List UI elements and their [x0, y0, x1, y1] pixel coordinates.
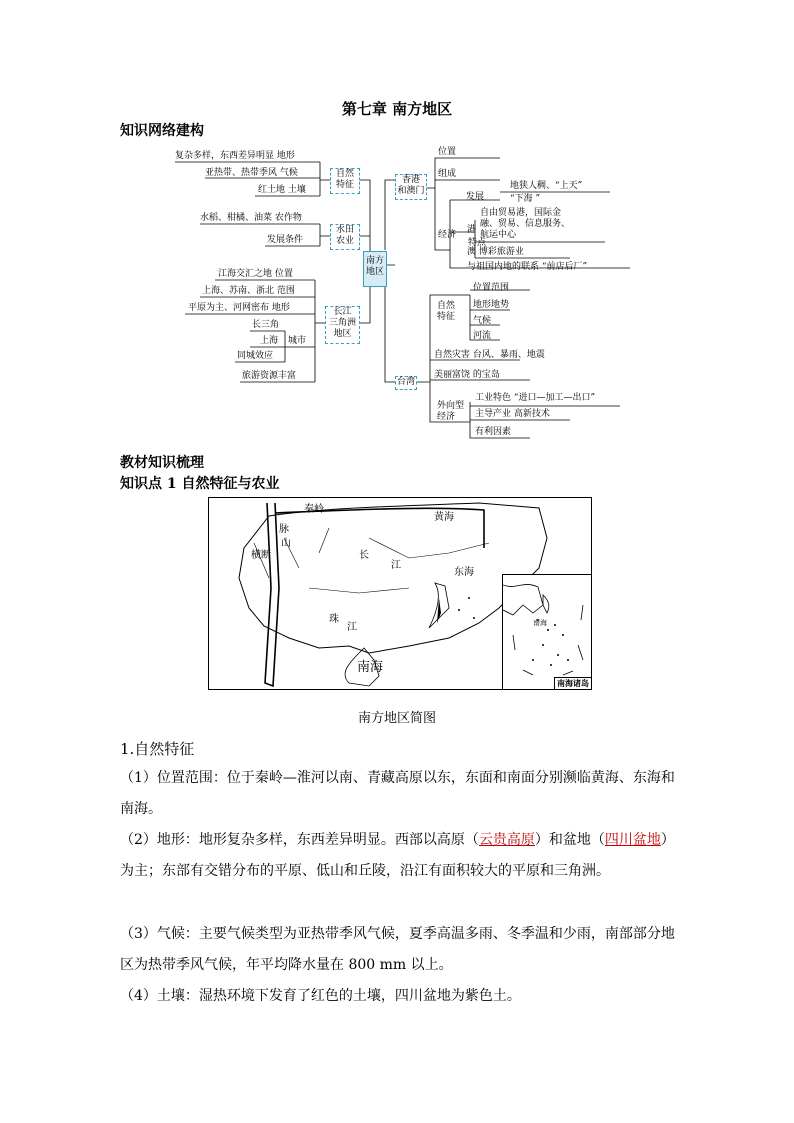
- mm-center-node: 南方 地区: [363, 251, 387, 287]
- section-heading-network: 知识网络建构: [120, 123, 204, 139]
- mm-yrd-city: 城市: [288, 336, 307, 346]
- mm-box-yrd: 长江 三角洲 地区: [325, 306, 360, 344]
- map-label-donghai: 东海: [454, 567, 474, 578]
- inset-title: 南海诸岛: [554, 677, 591, 689]
- paragraph-location: （1）位置范围：位于秦岭—淮河以南、青藏高原以东，东面和南面分别濒临黄海、东海和南海。: [120, 770, 675, 817]
- map-caption: 南方地区简图: [357, 711, 436, 726]
- mm-climate: 亚热带、热带季风 气候: [205, 168, 298, 178]
- map-label-jiang2: 江: [347, 622, 357, 633]
- mm-yrd-range: 上海、苏南、浙北 范围: [202, 286, 295, 296]
- mm-crops: 水稻、柑橘、油菜 农作物: [200, 213, 302, 223]
- inset-label-nanhai: 南海: [533, 619, 547, 627]
- mm-yrd-abbr: 长三角: [252, 320, 280, 330]
- mm-box-taiwan: 台湾: [395, 376, 417, 390]
- mm-yrd-location: 江海交汇之地 位置: [218, 269, 293, 279]
- knowledge-mindmap: [170, 140, 630, 440]
- section-heading-point1: 知识点 1 自然特征与农业: [120, 476, 280, 492]
- map-label-hengduan: 横断: [251, 550, 271, 561]
- map-label-jiang1: 江: [391, 560, 401, 571]
- mm-hk-port-d3: 航运中心: [480, 230, 517, 240]
- mm-box-paddy: 水田 农业: [330, 224, 360, 250]
- mm-hk-development: 发展: [466, 192, 485, 202]
- mm-terrain: 复杂多样，东西差异明显 地形: [175, 151, 295, 161]
- mm-tw-range: 位置范围: [473, 283, 510, 293]
- mm-hk-port-d1: 自由贸易港，国际金: [480, 208, 562, 218]
- highlight-sichuan-basin: 四川盆地: [604, 832, 661, 848]
- mm-hk-economy: 经济: [438, 230, 457, 240]
- page-title: 第七章 南方地区: [341, 100, 453, 118]
- mm-yrd-terrain: 平原为主、河网密布 地形: [188, 303, 290, 313]
- heading-natural-features: 1.自然特征: [120, 740, 195, 758]
- mm-tw-leading: 主导产业 高新技术: [475, 409, 550, 419]
- map-label-shan: 山: [281, 538, 291, 549]
- mm-hk-dev-detail1: 地狭人稠、“上天”: [510, 181, 583, 191]
- paragraph-terrain: （2）地形：地形复杂多样，东西差异明显。西部以高原（云贵高原）和盆地（四川盆地）为主；东部有交错分布的平原、低山和丘陵，沿江有面积较大的平原和三角洲。: [120, 832, 675, 879]
- mm-tw-economy1: 外向型: [437, 401, 465, 411]
- paragraph-soil: （4）土壤：湿热环境下发育了红色的土壤，四川盆地为紫色土。: [120, 988, 521, 1004]
- south-region-map: [208, 497, 592, 690]
- mm-hk-features: 特点: [468, 238, 487, 248]
- mm-hk-composition: 组成: [438, 169, 457, 179]
- map-label-nanhai: 南海: [357, 660, 384, 675]
- mm-tw-natural2: 特征: [437, 312, 456, 322]
- mm-tw-natural1: 自然: [437, 301, 456, 311]
- map-label-mai: 脉: [279, 524, 289, 535]
- mm-hk-port-d2: 融、贸易、信息服务、: [480, 219, 571, 229]
- mm-tw-terrain: 地形地势: [473, 300, 510, 310]
- mm-macau: 澳 博彩旅游业: [467, 247, 524, 257]
- mm-yrd-tourism: 旅游资源丰富: [242, 371, 297, 381]
- mm-yrd-shanghai: 上海: [260, 336, 279, 346]
- paragraph-climate: （3）气候：主要气候类型为亚热带季风气候，夏季高温多雨、冬季温和少雨，南部部分地区为热带季风气候，年平均降水量在 800 mm 以上。: [120, 926, 675, 973]
- mm-tw-disasters: 自然灾害 台风、暴雨、地震: [434, 350, 545, 360]
- mm-box-natural: 自然 特征: [330, 168, 360, 194]
- map-inset-south-china-sea: [502, 574, 592, 690]
- mm-hk-location: 位置: [438, 147, 457, 157]
- mm-box-hkmacau: 香港 和澳门: [395, 174, 427, 200]
- mm-tw-treasure: 美丽富饶 的宝岛: [434, 370, 500, 380]
- map-label-chang: 长: [359, 550, 369, 561]
- map-label-huanghai: 黄海: [434, 512, 454, 523]
- highlight-yungui-plateau: 云贵高原: [478, 832, 535, 848]
- map-label-zhu: 珠: [329, 614, 339, 625]
- mm-hk-link: 与祖国内地的联系 “前店后厂”: [467, 262, 588, 272]
- mm-yrd-sync: 同城效应: [237, 351, 274, 361]
- mm-hk-dev-detail2: “下海 ”: [510, 194, 541, 204]
- mm-tw-rivers: 河流: [473, 331, 492, 341]
- mm-soil: 红土地 土壤: [258, 185, 306, 195]
- mm-tw-factors: 有利因素: [475, 427, 512, 437]
- mm-tw-economy2: 经济: [437, 412, 456, 422]
- map-label-qinling: 秦岭: [304, 504, 324, 515]
- section-heading-textbook: 教材知识梳理: [120, 455, 204, 471]
- inset-drawing: [503, 575, 591, 689]
- mm-tw-climate: 气候: [473, 316, 492, 326]
- mm-tw-industry: 工业特色 “进口—加工—出口”: [475, 393, 596, 403]
- mm-hk-port: 港: [467, 225, 477, 235]
- mm-conditions: 发展条件: [267, 235, 304, 245]
